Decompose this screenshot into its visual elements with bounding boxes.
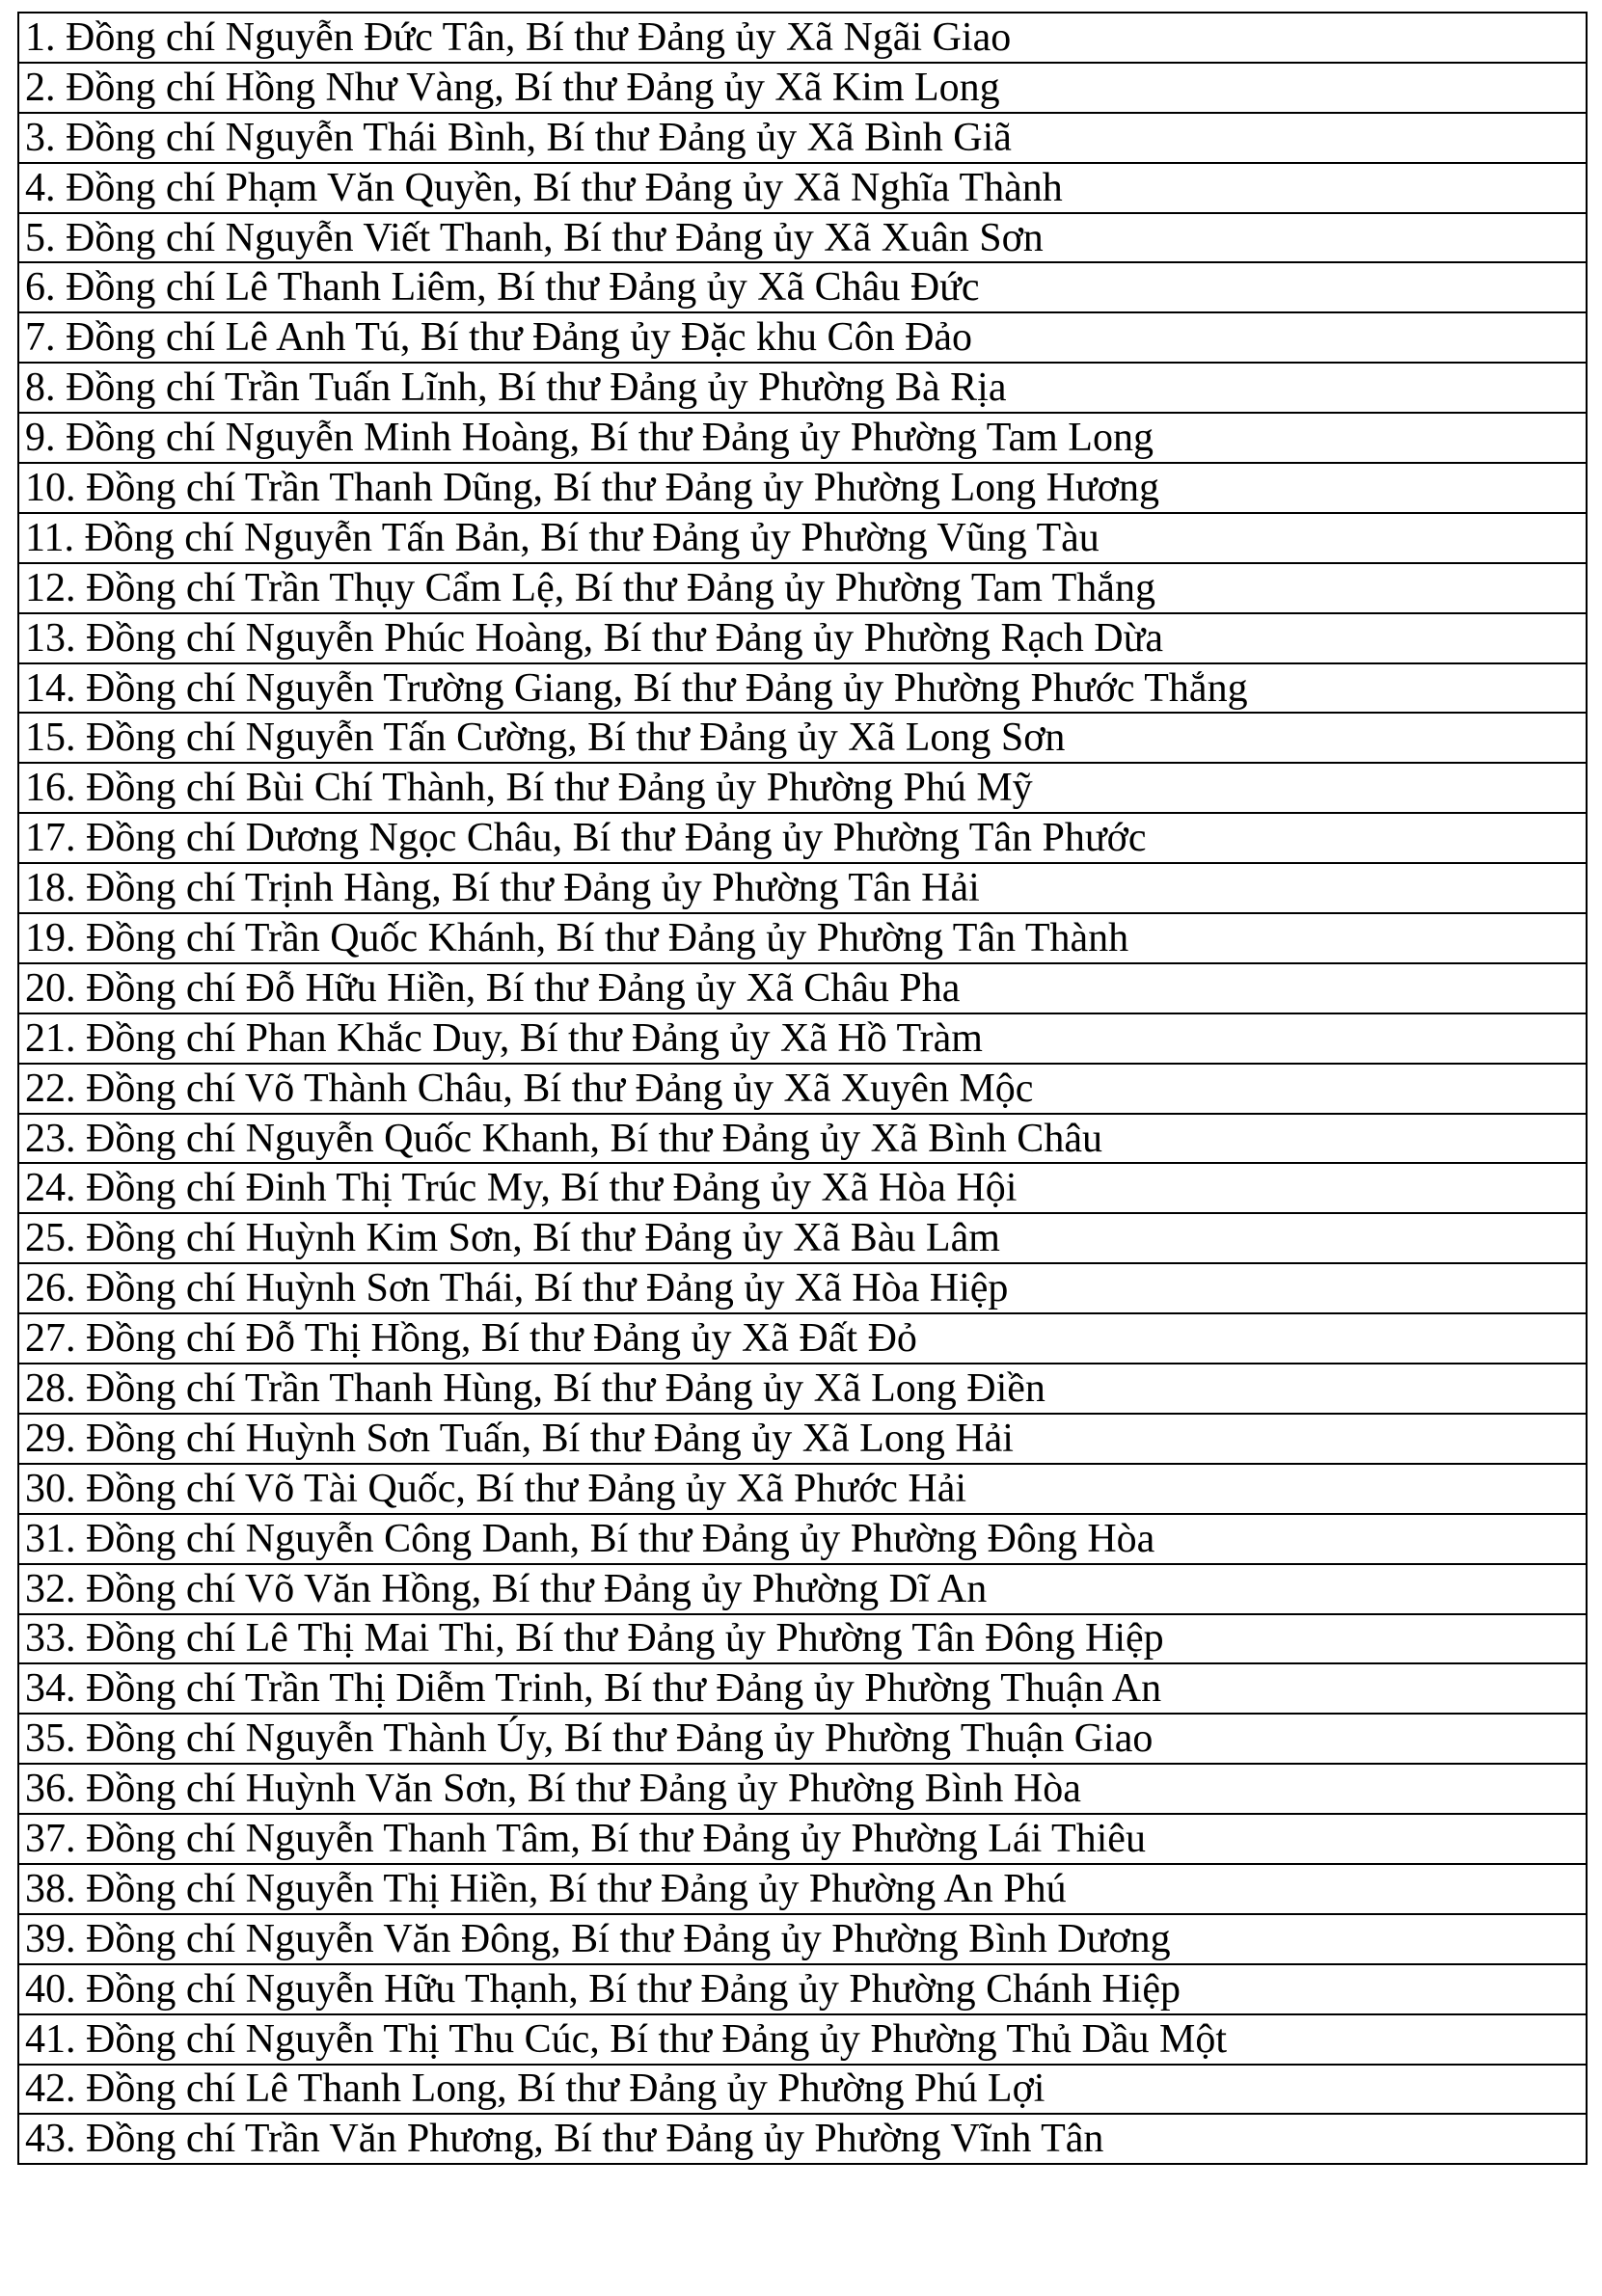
- row-text-cell: 19. Đồng chí Trần Quốc Khánh, Bí thư Đảng ủy Phường Tân Thành: [18, 913, 1587, 963]
- row-text-cell: 6. Đồng chí Lê Thanh Liêm, Bí thư Đảng ủy Xã Châu Đức: [18, 262, 1587, 312]
- row-text-cell: 41. Đồng chí Nguyễn Thị Thu Cúc, Bí thư Đảng ủy Phường Thủ Dầu Một: [18, 2014, 1587, 2065]
- table-row: [18, 963, 1587, 1013]
- table-row: [18, 1364, 1587, 1414]
- row-text-cell: 21. Đồng chí Phan Khắc Duy, Bí thư Đảng ủy Xã Hồ Tràm: [18, 1013, 1587, 1064]
- row-text-cell: 15. Đồng chí Nguyễn Tấn Cường, Bí thư Đảng ủy Xã Long Sơn: [18, 713, 1587, 763]
- table-row: [18, 563, 1587, 613]
- row-text-cell: 33. Đồng chí Lê Thị Mai Thi, Bí thư Đảng ủy Phường Tân Đông Hiệp: [18, 1614, 1587, 1664]
- row-text-cell: 18. Đồng chí Trịnh Hàng, Bí thư Đảng ủy Phường Tân Hải: [18, 863, 1587, 913]
- row-text-cell: 12. Đồng chí Trần Thụy Cẩm Lệ, Bí thư Đảng ủy Phường Tam Thắng: [18, 563, 1587, 613]
- table-row: [18, 1764, 1587, 1814]
- row-text-cell: 27. Đồng chí Đỗ Thị Hồng, Bí thư Đảng ủy Xã Đất Đỏ: [18, 1313, 1587, 1364]
- row-text-cell: 37. Đồng chí Nguyễn Thanh Tâm, Bí thư Đảng ủy Phường Lái Thiêu: [18, 1814, 1587, 1864]
- table-row: [18, 1914, 1587, 1964]
- table-row: [18, 1313, 1587, 1364]
- table-row: [18, 312, 1587, 363]
- table-row: [18, 1263, 1587, 1313]
- table-row: [18, 1013, 1587, 1064]
- table-row: [18, 2014, 1587, 2065]
- table-row: [18, 513, 1587, 563]
- row-text-cell: 43. Đồng chí Trần Văn Phương, Bí thư Đảng ủy Phường Vĩnh Tân: [18, 2114, 1587, 2164]
- table-row: [18, 1964, 1587, 2014]
- row-text-cell: 5. Đồng chí Nguyễn Viết Thanh, Bí thư Đảng ủy Xã Xuân Sơn: [18, 213, 1587, 263]
- row-text-cell: 28. Đồng chí Trần Thanh Hùng, Bí thư Đảng ủy Xã Long Điền: [18, 1364, 1587, 1414]
- row-text-cell: 11. Đồng chí Nguyễn Tấn Bản, Bí thư Đảng ủy Phường Vũng Tàu: [18, 513, 1587, 563]
- table-row: [18, 13, 1587, 63]
- table-row: [18, 463, 1587, 513]
- row-text-cell: 31. Đồng chí Nguyễn Công Danh, Bí thư Đảng ủy Phường Đông Hòa: [18, 1514, 1587, 1564]
- table-row: [18, 213, 1587, 263]
- table-row: [18, 1814, 1587, 1864]
- table-row: [18, 613, 1587, 663]
- table-row: [18, 363, 1587, 413]
- row-text-cell: 4. Đồng chí Phạm Văn Quyền, Bí thư Đảng ủy Xã Nghĩa Thành: [18, 163, 1587, 213]
- table-row: [18, 2114, 1587, 2164]
- table-row: [18, 1663, 1587, 1714]
- table-row: [18, 663, 1587, 714]
- table-row: [18, 413, 1587, 463]
- row-text-cell: 22. Đồng chí Võ Thành Châu, Bí thư Đảng ủy Xã Xuyên Mộc: [18, 1064, 1587, 1114]
- secretary-list-body: [18, 13, 1587, 2164]
- table-row: [18, 1414, 1587, 1464]
- table-row: [18, 863, 1587, 913]
- table-row: [18, 1614, 1587, 1664]
- table-row: [18, 1064, 1587, 1114]
- secretary-list-table: [17, 12, 1588, 2165]
- row-text-cell: 32. Đồng chí Võ Văn Hồng, Bí thư Đảng ủy Phường Dĩ An: [18, 1564, 1587, 1614]
- table-row: [18, 1864, 1587, 1914]
- table-row: [18, 1213, 1587, 1263]
- table-row: [18, 163, 1587, 213]
- table-row: [18, 1714, 1587, 1764]
- row-text-cell: 13. Đồng chí Nguyễn Phúc Hoàng, Bí thư Đảng ủy Phường Rạch Dừa: [18, 613, 1587, 663]
- row-text-cell: 17. Đồng chí Dương Ngọc Châu, Bí thư Đảng ủy Phường Tân Phước: [18, 813, 1587, 863]
- row-text-cell: 14. Đồng chí Nguyễn Trường Giang, Bí thư Đảng ủy Phường Phước Thắng: [18, 663, 1587, 714]
- table-row: [18, 1163, 1587, 1213]
- row-text-cell: 29. Đồng chí Huỳnh Sơn Tuấn, Bí thư Đảng ủy Xã Long Hải: [18, 1414, 1587, 1464]
- row-text-cell: 20. Đồng chí Đỗ Hữu Hiền, Bí thư Đảng ủy Xã Châu Pha: [18, 963, 1587, 1013]
- row-text-cell: 26. Đồng chí Huỳnh Sơn Thái, Bí thư Đảng ủy Xã Hòa Hiệp: [18, 1263, 1587, 1313]
- table-row: [18, 913, 1587, 963]
- row-text-cell: 10. Đồng chí Trần Thanh Dũng, Bí thư Đảng ủy Phường Long Hương: [18, 463, 1587, 513]
- row-text-cell: 25. Đồng chí Huỳnh Kim Sơn, Bí thư Đảng ủy Xã Bàu Lâm: [18, 1213, 1587, 1263]
- table-row: [18, 1564, 1587, 1614]
- row-text-cell: 23. Đồng chí Nguyễn Quốc Khanh, Bí thư Đảng ủy Xã Bình Châu: [18, 1114, 1587, 1164]
- table-row: [18, 1464, 1587, 1514]
- table-row: [18, 713, 1587, 763]
- table-row: [18, 2065, 1587, 2115]
- row-text-cell: 16. Đồng chí Bùi Chí Thành, Bí thư Đảng ủy Phường Phú Mỹ: [18, 763, 1587, 813]
- table-row: [18, 262, 1587, 312]
- row-text-cell: 24. Đồng chí Đinh Thị Trúc My, Bí thư Đảng ủy Xã Hòa Hội: [18, 1163, 1587, 1213]
- row-text-cell: 2. Đồng chí Hồng Như Vàng, Bí thư Đảng ủy Xã Kim Long: [18, 63, 1587, 113]
- row-text-cell: 40. Đồng chí Nguyễn Hữu Thạnh, Bí thư Đảng ủy Phường Chánh Hiệp: [18, 1964, 1587, 2014]
- table-row: [18, 1514, 1587, 1564]
- row-text-cell: 39. Đồng chí Nguyễn Văn Đông, Bí thư Đảng ủy Phường Bình Dương: [18, 1914, 1587, 1964]
- table-row: [18, 63, 1587, 113]
- table-row: [18, 813, 1587, 863]
- row-text-cell: 8. Đồng chí Trần Tuấn Lĩnh, Bí thư Đảng ủy Phường Bà Rịa: [18, 363, 1587, 413]
- row-text-cell: 1. Đồng chí Nguyễn Đức Tân, Bí thư Đảng ủy Xã Ngãi Giao: [18, 13, 1587, 63]
- row-text-cell: 3. Đồng chí Nguyễn Thái Bình, Bí thư Đảng ủy Xã Bình Giã: [18, 113, 1587, 163]
- row-text-cell: 7. Đồng chí Lê Anh Tú, Bí thư Đảng ủy Đặc khu Côn Đảo: [18, 312, 1587, 363]
- row-text-cell: 9. Đồng chí Nguyễn Minh Hoàng, Bí thư Đảng ủy Phường Tam Long: [18, 413, 1587, 463]
- table-row: [18, 113, 1587, 163]
- row-text-cell: 36. Đồng chí Huỳnh Văn Sơn, Bí thư Đảng ủy Phường Bình Hòa: [18, 1764, 1587, 1814]
- row-text-cell: 34. Đồng chí Trần Thị Diễm Trinh, Bí thư Đảng ủy Phường Thuận An: [18, 1663, 1587, 1714]
- row-text-cell: 30. Đồng chí Võ Tài Quốc, Bí thư Đảng ủy Xã Phước Hải: [18, 1464, 1587, 1514]
- table-row: [18, 763, 1587, 813]
- table-row: [18, 1114, 1587, 1164]
- row-text-cell: 42. Đồng chí Lê Thanh Long, Bí thư Đảng ủy Phường Phú Lợi: [18, 2065, 1587, 2115]
- row-text-cell: 35. Đồng chí Nguyễn Thành Úy, Bí thư Đảng ủy Phường Thuận Giao: [18, 1714, 1587, 1764]
- row-text-cell: 38. Đồng chí Nguyễn Thị Hiền, Bí thư Đảng ủy Phường An Phú: [18, 1864, 1587, 1914]
